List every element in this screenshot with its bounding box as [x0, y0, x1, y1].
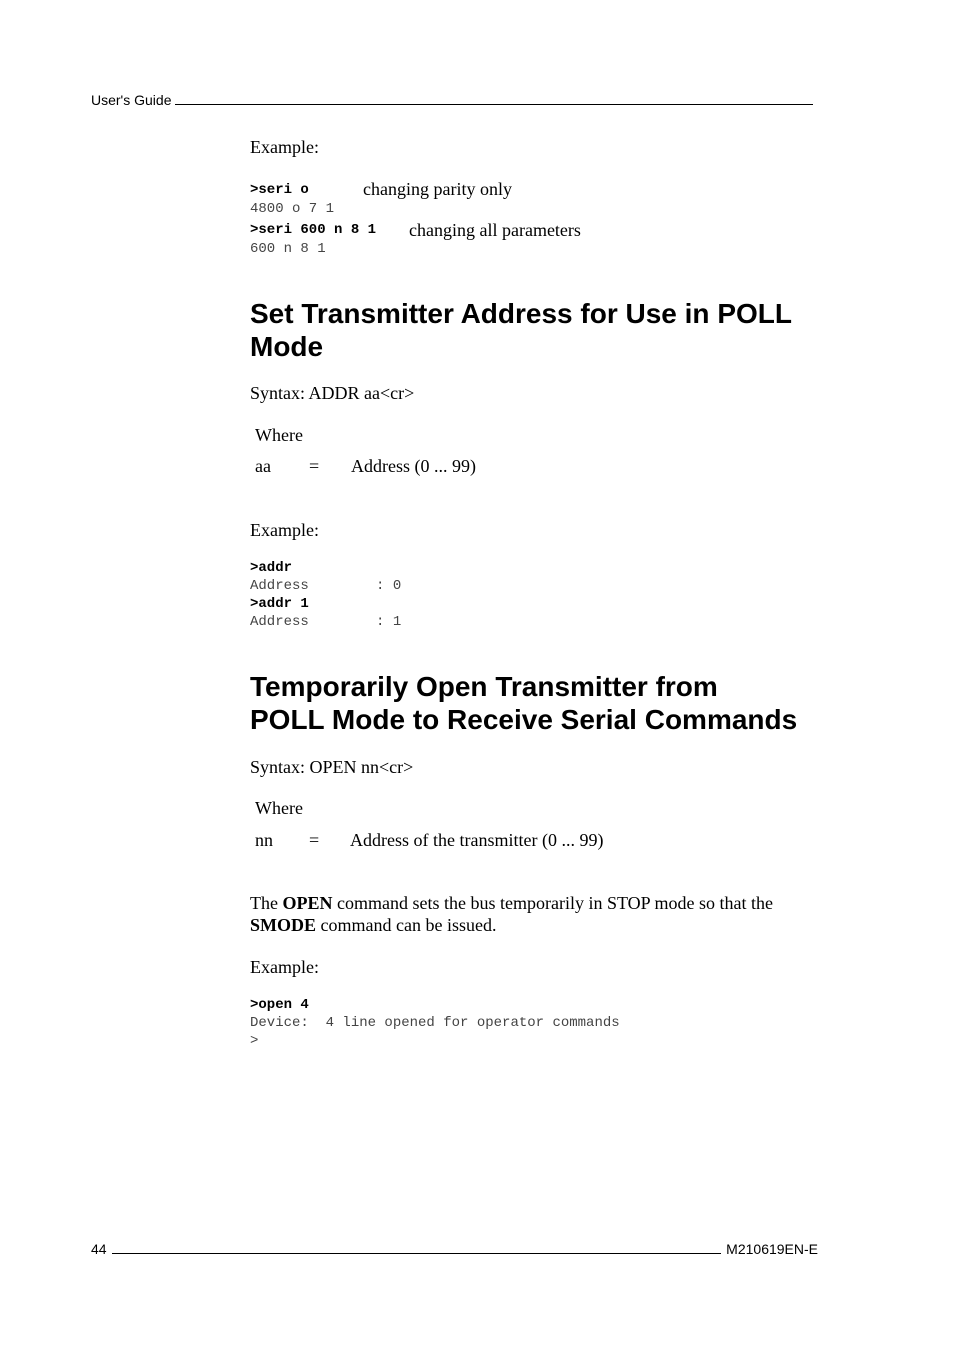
seri-out-1: 4800 o 7 1	[250, 201, 335, 217]
open-heading-line1: Temporarily Open Transmitter from	[250, 671, 718, 702]
addr-where-row	[255, 455, 476, 477]
seri-cmd-1-row	[250, 180, 309, 199]
seri-cmd-1-note: changing parity only	[363, 179, 512, 199]
code-line: >addr 1	[250, 596, 309, 612]
open-command-name: OPEN	[282, 893, 333, 913]
page-footer	[91, 1240, 818, 1258]
addr-syntax: Syntax: ADDR aa<cr>	[250, 383, 415, 403]
addr-example-label: Example:	[250, 520, 319, 540]
addr-heading-line1: Set Transmitter Address for Use in POLL	[250, 298, 792, 329]
seri-cmd-2-note: changing all parameters	[409, 220, 581, 240]
code-line: Device: 4 line opened for operator commands	[250, 1015, 620, 1031]
code-line: Address : 1	[250, 614, 402, 630]
open-where-desc: Address of the transmitter (0 ... 99)	[350, 830, 604, 850]
open-where-key: nn	[255, 830, 273, 850]
open-example-label: Example:	[250, 957, 319, 977]
open-paragraph	[250, 892, 830, 936]
para-text: The	[250, 893, 283, 913]
code-line: >	[250, 1033, 259, 1049]
addr-where-desc: Address (0 ... 99)	[351, 456, 476, 476]
para-text: command sets the bus temporarily in STOP mode so that the	[332, 893, 773, 913]
seri-out-2: 600 n 8 1	[250, 241, 326, 257]
seri-example-label: Example:	[250, 137, 319, 157]
addr-heading	[250, 297, 850, 363]
code-line: >addr	[250, 560, 293, 576]
open-syntax: Syntax: OPEN nn<cr>	[250, 757, 414, 777]
addr-example-code	[250, 559, 401, 631]
header-title: User's Guide	[91, 92, 172, 108]
addr-heading-line2: Mode	[250, 331, 324, 362]
seri-cmd-1: >seri o	[250, 182, 309, 198]
addr-where-eq: =	[309, 456, 320, 476]
addr-where-label: Where	[255, 425, 303, 445]
open-where-label: Where	[255, 798, 303, 818]
page-number: 44	[91, 1241, 107, 1257]
open-heading-line2: POLL Mode to Receive Serial Commands	[250, 704, 798, 735]
code-line: >open 4	[250, 997, 309, 1013]
addr-where-key: aa	[255, 456, 271, 476]
para-text: command can be issued.	[316, 915, 497, 935]
footer-rule	[112, 1253, 722, 1254]
open-where-row	[255, 829, 603, 851]
open-where-eq: =	[309, 830, 320, 850]
open-example-code	[250, 996, 620, 1050]
smode-command-name: SMODE	[250, 915, 317, 935]
open-heading	[250, 670, 870, 736]
doc-id: M210619EN-E	[726, 1241, 818, 1257]
code-line: Address : 0	[250, 578, 402, 594]
seri-cmd-2: >seri 600 n 8 1	[250, 222, 377, 238]
header-rule	[175, 104, 813, 105]
page-header	[91, 91, 813, 109]
